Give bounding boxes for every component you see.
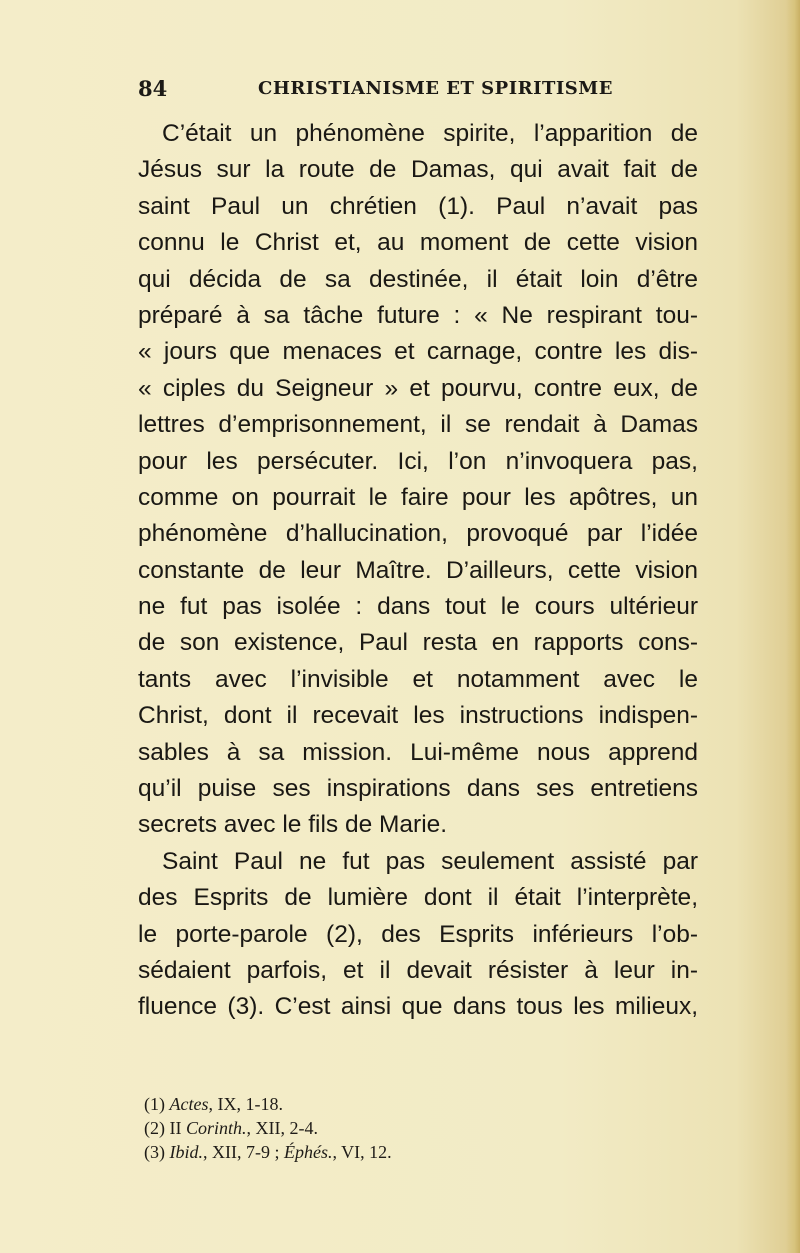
footnote: (1) Actes, IX, 1-18. — [144, 1094, 283, 1114]
text-line: « jours que menaces et carnage, contre les dis- — [138, 338, 698, 366]
text-line: le porte-parole (2), des Esprits inférieurs l’ob- — [138, 920, 698, 948]
page-number: 84 — [138, 76, 168, 101]
text-line: connu le Christ et, au moment de cette vision — [138, 229, 698, 257]
text-line: « ciples du Seigneur » et pourvu, contre eux, de — [138, 374, 698, 402]
text-line: qui décida de sa destinée, il était loin d’être — [138, 265, 698, 293]
body-text — [138, 116, 698, 1026]
footnote: (3) Ibid., XII, 7-9 ; Éphés., VI, 12. — [144, 1142, 392, 1162]
text-line: phénomène d’hallucination, provoqué par l’idée — [138, 520, 698, 548]
text-line: saint Paul un chrétien (1). Paul n’avait pas — [138, 192, 698, 220]
text-line: fluence (3). C’est ainsi que dans tous les milieux, — [138, 993, 698, 1021]
text-line: tants avec l’invisible et notamment avec le — [138, 665, 698, 693]
text-line: de son existence, Paul resta en rapports cons- — [138, 629, 698, 657]
text-line: constante de leur Maître. D’ailleurs, cette vision — [138, 556, 698, 584]
text-line: qu’il puise ses inspirations dans ses entretiens — [138, 775, 698, 803]
footnotes — [144, 1092, 704, 1164]
text-line: Jésus sur la route de Damas, qui avait fait de — [138, 156, 698, 184]
page-header — [138, 76, 698, 104]
text-line: ne fut pas isolée : dans tout le cours ultérieur — [138, 593, 698, 621]
page-edge — [786, 0, 800, 1253]
text-line: lettres d’emprisonnement, il se rendait à Damas — [138, 411, 698, 439]
text-line: secrets avec le fils de Marie. — [138, 811, 448, 839]
text-line: comme on pourrait le faire pour les apôtres, un — [138, 483, 698, 511]
text-line: des Esprits de lumière dont il était l’interprète, — [138, 884, 698, 912]
footnote: (2) II Corinth., XII, 2-4. — [144, 1118, 318, 1138]
text-line: sables à sa mission. Lui-même nous apprend — [138, 738, 698, 766]
text-line: Saint Paul ne fut pas seulement assisté par — [162, 847, 698, 875]
text-line: sédaient parfois, et il devait résister à leur in- — [138, 956, 698, 984]
text-line: pour les persécuter. Ici, l’on n’invoquera pas, — [138, 447, 698, 475]
text-line: préparé à sa tâche future : « Ne respirant tou- — [138, 301, 698, 329]
text-line: Christ, dont il recevait les instructions indispen- — [138, 702, 698, 730]
text-line: C’était un phénomène spirite, l’apparition de — [162, 120, 698, 147]
running-title: CHRISTIANISME ET SPIRITISME — [258, 78, 613, 99]
